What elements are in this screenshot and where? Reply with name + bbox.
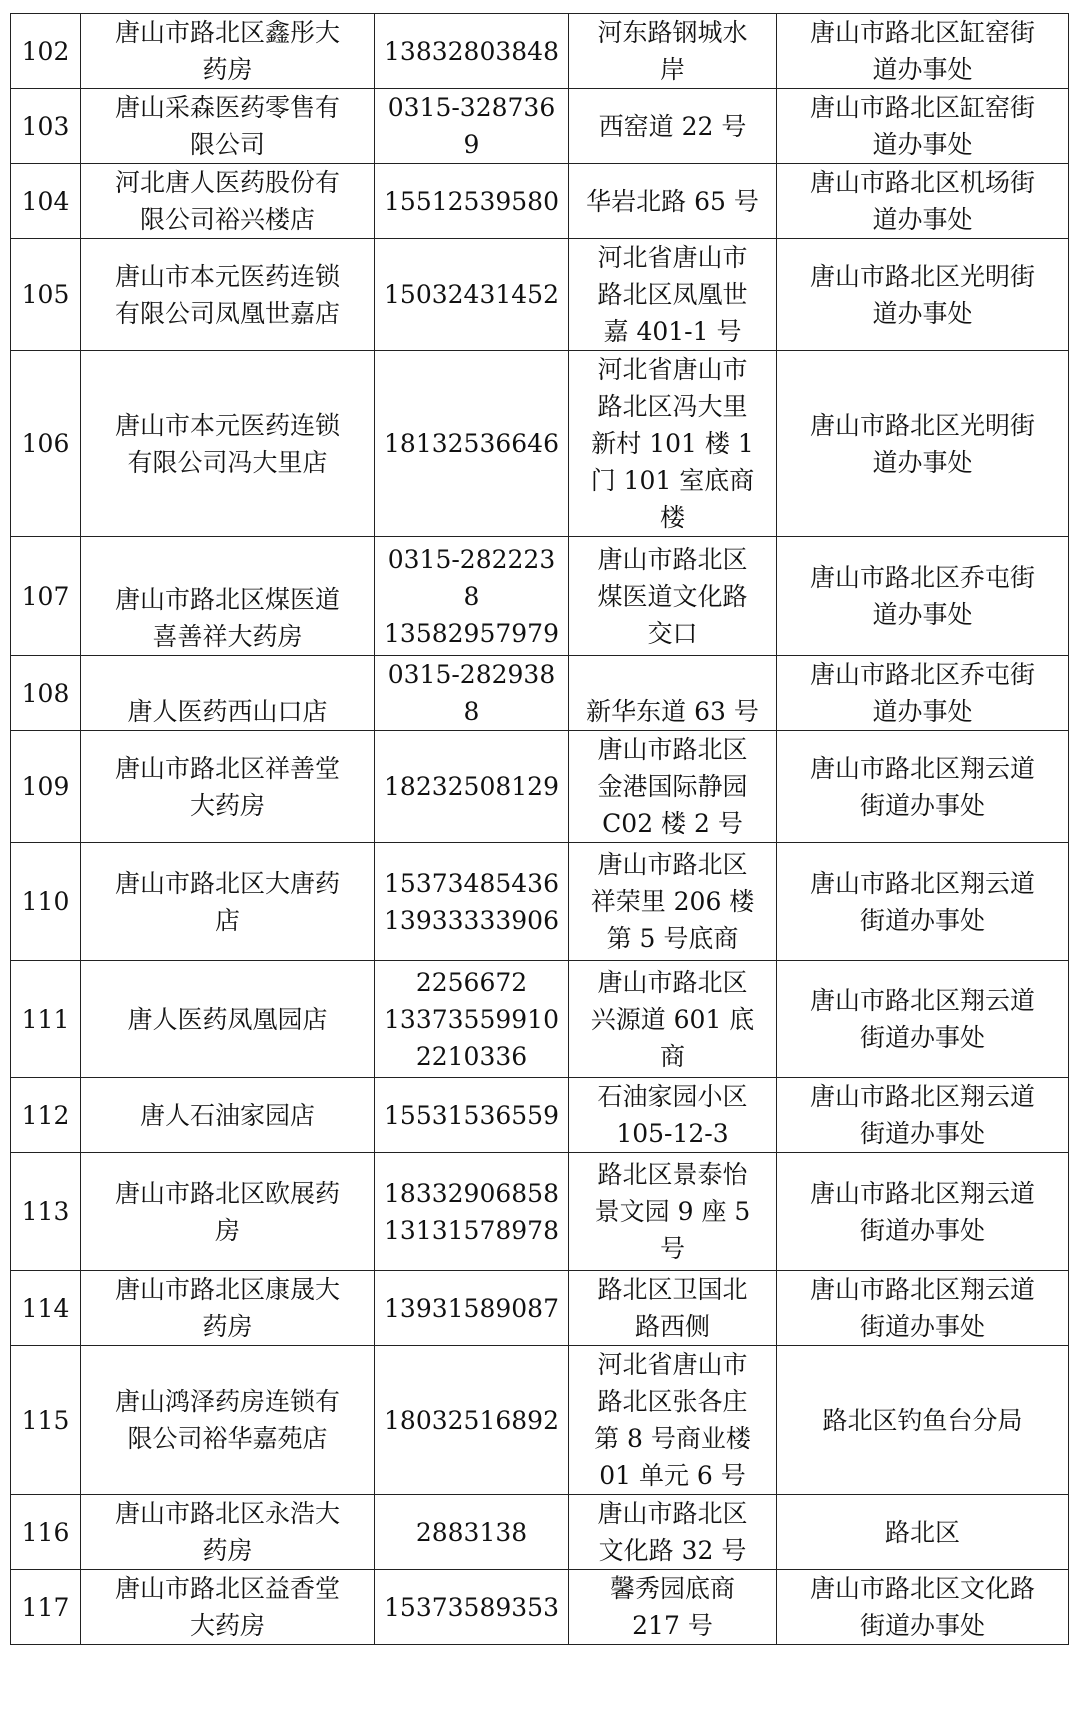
phone-line: 18332906858	[384, 1178, 559, 1208]
pharmacy-name-line: 河北唐人医药股份有	[114, 168, 340, 197]
pharmacy-name-cell	[81, 239, 375, 351]
row-number-cell: 115	[11, 1346, 81, 1495]
phone-line: 15032431452	[384, 280, 559, 309]
street-office-line: 唐山市路北区翔云道	[809, 986, 1035, 1015]
table-row	[11, 1570, 1069, 1645]
street-office-cell	[777, 89, 1069, 164]
phone-line: 0315-282223	[387, 544, 556, 574]
row-number-cell: 116	[11, 1495, 81, 1570]
street-office-cell	[777, 656, 1069, 731]
street-office-line: 唐山市路北区缸窑街	[809, 93, 1035, 122]
pharmacy-name-line: 唐山市路北区永浩大	[114, 1499, 340, 1528]
street-office-line: 街道办事处	[859, 1611, 985, 1640]
phone-cell	[375, 89, 569, 164]
address-line: 唐山市路北区	[597, 1499, 748, 1528]
pharmacy-name-cell	[81, 1570, 375, 1645]
pharmacy-list-document	[10, 13, 1069, 1645]
pharmacy-name-line: 唐山市路北区鑫彤大	[114, 18, 340, 47]
street-office-line: 唐山市路北区翔云道	[809, 1178, 1035, 1208]
street-office-cell	[777, 1346, 1069, 1495]
address-line: 路北区景泰怡	[597, 1160, 748, 1189]
street-office-line: 街道办事处	[859, 1023, 985, 1052]
phone-cell	[375, 239, 569, 351]
address-cell	[569, 239, 777, 351]
street-office-line: 道办事处	[872, 55, 973, 84]
pharmacy-name-cell	[81, 1346, 375, 1495]
address-cell	[569, 1495, 777, 1570]
street-office-line: 唐山市路北区乔屯街	[809, 563, 1035, 592]
street-office-cell	[777, 1495, 1069, 1570]
row-number-cell: 114	[11, 1271, 81, 1346]
pharmacy-name-cell	[81, 1271, 375, 1346]
row-number-cell: 112	[11, 1078, 81, 1153]
row-number-cell: 105	[11, 239, 81, 351]
pharmacy-name-line: 唐山采森医药零售有	[114, 93, 340, 122]
phone-line: 15512539580	[384, 186, 559, 216]
street-office-line: 唐山市路北区机场街	[809, 168, 1035, 197]
pharmacy-name-line: 药房	[202, 55, 253, 84]
table-row	[11, 239, 1069, 351]
phone-cell	[375, 731, 569, 843]
address-line: 河东路钢城水	[597, 18, 748, 47]
phone-cell	[375, 537, 569, 656]
address-line: 兴源道 601 底	[590, 1004, 755, 1034]
row-number-cell: 109	[11, 731, 81, 843]
table-row	[11, 1271, 1069, 1346]
address-line: 西窑道 22 号	[598, 111, 747, 141]
address-line: 门 101 室底商	[590, 466, 755, 495]
street-office-line: 唐山市路北区翔云道	[809, 753, 1035, 783]
address-cell	[569, 961, 777, 1078]
street-office-line: 路北区钓鱼台分局	[822, 1405, 1023, 1435]
pharmacy-name-line: 店	[214, 905, 240, 935]
row-number-cell: 106	[11, 351, 81, 537]
address-line: 交口	[647, 618, 698, 648]
phone-cell	[375, 14, 569, 89]
address-line: 路北区卫国北	[597, 1275, 748, 1304]
pharmacy-name-line: 限公司裕兴楼店	[139, 205, 315, 234]
phone-line: 13373559910	[384, 1004, 559, 1034]
pharmacy-name-cell	[81, 1153, 375, 1271]
phone-line: 8	[463, 581, 480, 611]
address-line: 河北省唐山市	[597, 1350, 748, 1379]
street-office-cell	[777, 961, 1069, 1078]
pharmacy-name-line: 唐人医药西山口店	[127, 697, 328, 726]
address-line: 金港国际静园	[597, 772, 748, 801]
table-row	[11, 731, 1069, 843]
street-office-line: 道办事处	[872, 130, 973, 159]
pharmacy-table	[10, 13, 1069, 1645]
pharmacy-name-cell	[81, 537, 375, 656]
address-cell	[569, 1346, 777, 1495]
street-office-line: 唐山市路北区翔云道	[809, 1082, 1035, 1111]
pharmacy-name-line: 有限公司凤凰世嘉店	[114, 298, 340, 328]
pharmacy-name-line: 唐人石油家园店	[139, 1100, 315, 1130]
street-office-line: 唐山市路北区翔云道	[809, 1275, 1035, 1304]
address-line: 岸	[659, 55, 685, 84]
table-row	[11, 1078, 1069, 1153]
address-line: 唐山市路北区	[597, 967, 748, 997]
street-office-line: 道办事处	[872, 600, 973, 629]
street-office-cell	[777, 537, 1069, 656]
pharmacy-name-cell	[81, 656, 375, 731]
row-number-cell: 104	[11, 164, 81, 239]
address-line: C02 楼 2 号	[602, 809, 743, 838]
street-office-line: 唐山市路北区光明街	[809, 410, 1035, 440]
pharmacy-name-cell	[81, 164, 375, 239]
table-row	[11, 843, 1069, 961]
street-office-line: 街道办事处	[859, 790, 985, 820]
table-row	[11, 1153, 1069, 1271]
pharmacy-name-cell	[81, 731, 375, 843]
pharmacy-name-line: 房	[214, 1215, 240, 1245]
address-line: 馨秀园底商	[609, 1574, 735, 1603]
address-cell	[569, 164, 777, 239]
street-office-line: 唐山市路北区文化路	[809, 1574, 1035, 1603]
pharmacy-name-line: 唐山市路北区祥善堂	[114, 753, 340, 783]
pharmacy-name-cell	[81, 14, 375, 89]
pharmacy-name-line: 唐山市路北区大唐药	[114, 868, 340, 898]
address-line: 楼	[659, 503, 685, 532]
phone-line: 13832803848	[384, 36, 559, 66]
phone-line: 13582957979	[384, 618, 559, 648]
phone-line: 18132536646	[384, 429, 559, 458]
street-office-cell	[777, 351, 1069, 537]
address-line: 祥荣里 206 楼	[590, 887, 755, 916]
street-office-cell	[777, 1271, 1069, 1346]
phone-cell	[375, 656, 569, 731]
phone-line: 0315-282938	[387, 660, 556, 689]
street-office-line: 街道办事处	[859, 905, 985, 935]
row-number-cell: 108	[11, 656, 81, 731]
address-line: 华岩北路 65 号	[586, 186, 759, 216]
address-line: 商	[659, 1041, 685, 1071]
phone-line: 13931589087	[384, 1293, 559, 1323]
street-office-cell	[777, 731, 1069, 843]
row-number-cell: 103	[11, 89, 81, 164]
phone-cell	[375, 351, 569, 537]
address-line: 河北省唐山市	[597, 355, 748, 384]
address-line: 01 单元 6 号	[599, 1461, 746, 1490]
address-cell	[569, 731, 777, 843]
phone-line: 0315-328736	[387, 93, 556, 122]
phone-line: 15531536559	[384, 1100, 559, 1130]
street-office-cell	[777, 1153, 1069, 1271]
address-line: 新村 101 楼 1	[591, 429, 754, 458]
phone-line: 13933333906	[384, 905, 559, 935]
pharmacy-name-line: 唐人医药凤凰园店	[127, 1004, 328, 1034]
phone-cell	[375, 1078, 569, 1153]
row-number-cell: 107	[11, 537, 81, 656]
address-line: 唐山市路北区	[597, 544, 748, 574]
address-line: 唐山市路北区	[597, 735, 748, 764]
table-row	[11, 1495, 1069, 1570]
pharmacy-name-cell	[81, 961, 375, 1078]
pharmacy-name-line: 唐山市路北区欧展药	[114, 1178, 340, 1208]
pharmacy-name-line: 有限公司冯大里店	[127, 447, 328, 477]
phone-cell	[375, 1346, 569, 1495]
pharmacy-name-line: 大药房	[189, 1611, 265, 1640]
pharmacy-name-line: 唐山市本元医药连锁	[114, 410, 340, 440]
address-line: 景文园 9 座 5	[594, 1197, 751, 1226]
street-office-line: 街道办事处	[859, 1312, 985, 1341]
address-line: 新华东道 63 号	[586, 697, 759, 726]
row-number-cell: 113	[11, 1153, 81, 1271]
street-office-line: 路北区	[884, 1517, 960, 1547]
pharmacy-name-cell	[81, 351, 375, 537]
table-row	[11, 961, 1069, 1078]
pharmacy-name-cell	[81, 1078, 375, 1153]
phone-cell	[375, 961, 569, 1078]
street-office-line: 唐山市路北区光明街	[809, 261, 1035, 291]
table-row	[11, 164, 1069, 239]
table-row	[11, 351, 1069, 537]
street-office-line: 街道办事处	[859, 1119, 985, 1148]
pharmacy-name-line: 限公司裕华嘉苑店	[127, 1424, 328, 1453]
pharmacy-name-cell	[81, 1495, 375, 1570]
street-office-cell	[777, 239, 1069, 351]
address-cell	[569, 1078, 777, 1153]
address-cell	[569, 14, 777, 89]
address-line: 煤医道文化路	[597, 581, 748, 611]
phone-cell	[375, 1570, 569, 1645]
pharmacy-name-line: 唐山鸿泽药房连锁有	[114, 1387, 340, 1416]
address-line: 石油家园小区	[597, 1082, 748, 1111]
table-row	[11, 14, 1069, 89]
table-row	[11, 537, 1069, 656]
row-number-cell: 110	[11, 843, 81, 961]
street-office-line: 道办事处	[872, 697, 973, 726]
phone-line: 15373589353	[384, 1592, 559, 1622]
table-row	[11, 1346, 1069, 1495]
address-line: 号	[659, 1234, 685, 1263]
pharmacy-name-line: 喜善祥大药房	[152, 622, 303, 651]
row-number-cell: 111	[11, 961, 81, 1078]
row-number-cell: 102	[11, 14, 81, 89]
street-office-line: 道办事处	[872, 298, 973, 328]
street-office-cell	[777, 14, 1069, 89]
phone-line: 13131578978	[384, 1215, 559, 1245]
pharmacy-name-line: 唐山市路北区康晟大	[114, 1275, 340, 1304]
address-line: 路西侧	[634, 1312, 710, 1341]
phone-line: 18232508129	[384, 772, 559, 801]
address-line: 105-12-3	[616, 1119, 729, 1148]
street-office-line: 唐山市路北区乔屯街	[809, 660, 1035, 689]
pharmacy-name-line: 大药房	[189, 790, 265, 820]
pharmacy-name-line: 唐山市路北区益香堂	[114, 1574, 340, 1603]
pharmacy-name-line: 限公司	[189, 130, 265, 159]
address-cell	[569, 843, 777, 961]
street-office-line: 道办事处	[872, 205, 973, 234]
phone-line: 2210336	[415, 1041, 528, 1071]
phone-cell	[375, 843, 569, 961]
phone-line: 2256672	[415, 967, 528, 997]
street-office-cell	[777, 843, 1069, 961]
phone-line: 8	[463, 697, 480, 726]
pharmacy-name-line: 唐山市本元医药连锁	[114, 261, 340, 291]
address-line: 文化路 32 号	[598, 1536, 747, 1565]
phone-cell	[375, 164, 569, 239]
pharmacy-name-line: 药房	[202, 1312, 253, 1341]
address-line: 唐山市路北区	[597, 850, 748, 879]
pharmacy-name-cell	[81, 89, 375, 164]
pharmacy-name-cell	[81, 843, 375, 961]
address-line: 路北区凤凰世	[597, 280, 748, 309]
street-office-cell	[777, 164, 1069, 239]
phone-cell	[375, 1153, 569, 1271]
address-line: 第 8 号商业楼	[594, 1424, 751, 1453]
address-cell	[569, 351, 777, 537]
table-row	[11, 656, 1069, 731]
street-office-line: 唐山市路北区翔云道	[809, 868, 1035, 898]
street-office-line: 街道办事处	[859, 1215, 985, 1245]
address-cell	[569, 1153, 777, 1271]
address-line: 217 号	[632, 1611, 713, 1640]
address-line: 河北省唐山市	[597, 243, 748, 272]
pharmacy-name-line: 唐山市路北区煤医道	[114, 585, 340, 614]
phone-cell	[375, 1495, 569, 1570]
street-office-line: 唐山市路北区缸窑街	[809, 18, 1035, 47]
address-cell	[569, 1570, 777, 1645]
address-cell	[569, 537, 777, 656]
pharmacy-name-line: 药房	[202, 1536, 253, 1565]
phone-line: 9	[463, 130, 480, 159]
address-cell	[569, 1271, 777, 1346]
phone-line: 2883138	[415, 1517, 528, 1547]
address-line: 路北区张各庄	[597, 1387, 748, 1416]
phone-cell	[375, 1271, 569, 1346]
row-number-cell: 117	[11, 1570, 81, 1645]
address-line: 第 5 号底商	[606, 924, 739, 953]
phone-line: 15373485436	[384, 868, 559, 898]
pharmacy-table-body	[11, 14, 1069, 1645]
table-row	[11, 89, 1069, 164]
address-cell	[569, 656, 777, 731]
address-line: 路北区冯大里	[597, 392, 748, 421]
street-office-line: 道办事处	[872, 447, 973, 477]
street-office-cell	[777, 1570, 1069, 1645]
phone-line: 18032516892	[384, 1405, 559, 1435]
address-cell	[569, 89, 777, 164]
street-office-cell	[777, 1078, 1069, 1153]
address-line: 嘉 401-1 号	[603, 317, 742, 346]
